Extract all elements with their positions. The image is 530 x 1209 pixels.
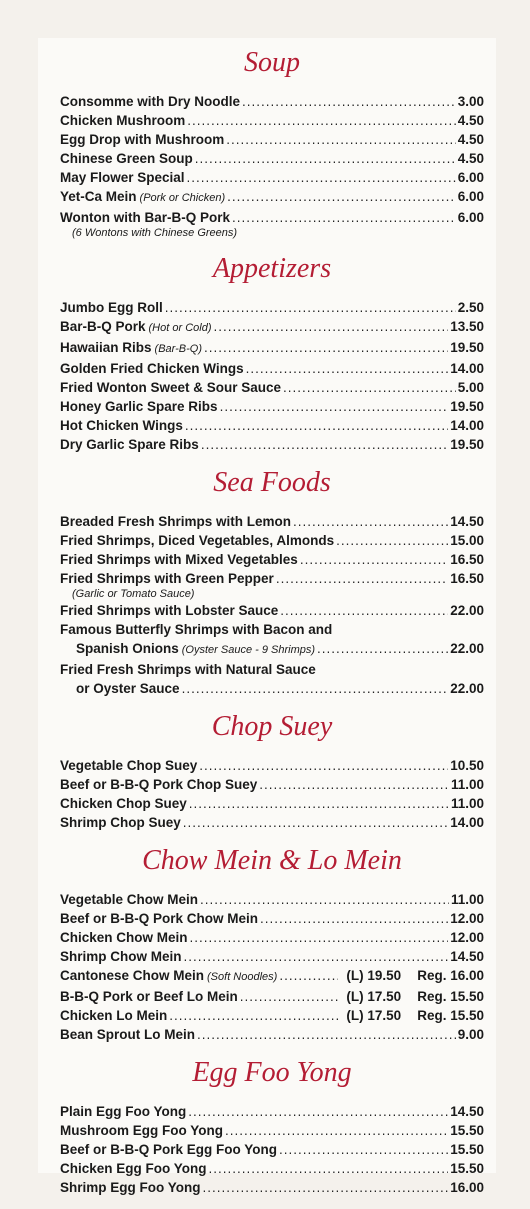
item-row: [60, 512, 484, 531]
item-row: [60, 1159, 484, 1178]
leader-dots: [213, 317, 448, 336]
leader-dots: [317, 639, 448, 658]
regular-price: Reg. 16.00: [417, 968, 484, 983]
menu-section: [60, 466, 484, 698]
item-name: Jumbo Egg Roll: [60, 300, 163, 315]
leader-dots: [225, 1121, 448, 1140]
item-row: [60, 966, 484, 987]
leader-dots: [183, 813, 448, 832]
item-row: [60, 397, 484, 416]
menu-item: [60, 660, 484, 698]
menu-item: [60, 1159, 484, 1178]
item-name: Chicken Lo Mein: [60, 1008, 168, 1023]
menu-item: [60, 435, 484, 454]
menu-section: [60, 46, 484, 240]
leader-dots: [200, 890, 449, 909]
item-row: [60, 813, 484, 832]
leader-dots: [336, 531, 448, 550]
menu-item: [60, 569, 484, 601]
item-row: [60, 317, 484, 338]
menu-item: [60, 416, 484, 435]
item-name: B-B-Q Pork or Beef Lo Mein: [60, 989, 238, 1004]
item-row: [60, 168, 484, 187]
item-name: Chicken Chow Mein: [60, 930, 188, 945]
menu-item: [60, 397, 484, 416]
item-price: 3.00: [457, 94, 484, 109]
leader-dots: [242, 92, 456, 111]
item-row: [60, 416, 484, 435]
item-name: Chicken Egg Foo Yong: [60, 1161, 207, 1176]
leader-dots: [190, 928, 449, 947]
item-name: Consomme with Dry Noodle: [60, 94, 241, 109]
item-price: 5.00: [457, 380, 484, 395]
item-note: (Hot or Cold): [148, 322, 212, 334]
menu-item: [60, 987, 484, 1006]
item-row: [60, 775, 484, 794]
menu-item: [60, 512, 484, 531]
leader-dots: [195, 149, 456, 168]
item-name-line1: Famous Butterfly Shrimps with Bacon and: [60, 622, 333, 637]
item-price: 12.00: [450, 911, 484, 926]
item-row: [60, 679, 484, 698]
item-name: Vegetable Chop Suey: [60, 758, 198, 773]
leader-dots: [209, 1159, 449, 1178]
item-row: [60, 111, 484, 130]
item-row: [60, 1006, 484, 1025]
leader-dots: [187, 111, 455, 130]
leader-dots: [203, 1178, 449, 1197]
leader-dots: [300, 550, 448, 569]
menu-item: [60, 149, 484, 168]
item-name: Dry Garlic Spare Ribs: [60, 437, 199, 452]
item-price: 14.00: [450, 361, 484, 376]
item-name: Fried Shrimps with Lobster Sauce: [60, 603, 279, 618]
section-title: Sea Foods: [213, 467, 331, 498]
regular-price: Reg. 15.50: [417, 1008, 484, 1023]
large-price: (L) 17.50: [346, 989, 402, 1004]
item-name: Shrimp Chow Mein: [60, 949, 182, 964]
menu-item: [60, 550, 484, 569]
item-note: (Oyster Sauce - 9 Shrimps): [181, 644, 316, 656]
size-prices: [340, 987, 484, 1006]
menu: [60, 46, 484, 1209]
item-row: [60, 149, 484, 168]
item-row: [60, 756, 484, 775]
leader-dots: [283, 378, 456, 397]
leader-dots: [259, 775, 449, 794]
item-row: [60, 909, 484, 928]
item-note: (Soft Noodles): [207, 971, 278, 983]
item-name: Shrimp Egg Foo Yong: [60, 1180, 201, 1195]
menu-item: [60, 947, 484, 966]
item-price: 22.00: [450, 641, 484, 656]
item-name: Mushroom Egg Foo Yong: [60, 1123, 223, 1138]
menu-item: [60, 1140, 484, 1159]
menu-item: [60, 1121, 484, 1140]
item-price: 19.50: [450, 437, 484, 452]
item-name: Yet-Ca Mein: [60, 189, 137, 204]
item-name: Golden Fried Chicken Wings: [60, 361, 244, 376]
item-name: or Oyster Sauce: [76, 681, 180, 696]
item-price: 14.50: [450, 1104, 484, 1119]
item-note: (Pork or Chicken): [139, 192, 226, 204]
size-prices: [340, 1006, 484, 1025]
large-price: (L) 19.50: [346, 968, 402, 983]
item-price: 6.00: [457, 210, 484, 225]
item-price: 4.50: [457, 132, 484, 147]
menu-item: [60, 813, 484, 832]
item-price: 6.00: [457, 189, 484, 204]
item-price: 19.50: [450, 399, 484, 414]
menu-item: [60, 130, 484, 149]
leader-dots: [169, 1006, 338, 1025]
menu-item: [60, 208, 484, 240]
item-row: [60, 359, 484, 378]
menu-item: [60, 756, 484, 775]
item-price: 13.50: [450, 319, 484, 334]
menu-item: [60, 168, 484, 187]
item-row: [60, 928, 484, 947]
item-row: [60, 639, 484, 660]
item-name-line1: Fried Fresh Shrimps with Natural Sauce: [60, 662, 316, 677]
leader-dots: [232, 208, 456, 227]
large-price: (L) 17.50: [346, 1008, 402, 1023]
item-price: 4.50: [457, 151, 484, 166]
item-price: 16.50: [450, 571, 484, 586]
leader-dots: [276, 569, 448, 588]
item-price: 15.50: [450, 1161, 484, 1176]
item-price: 22.00: [450, 681, 484, 696]
leader-dots: [197, 1025, 456, 1044]
item-row: [60, 550, 484, 569]
item-name: Bar-B-Q Pork: [60, 319, 146, 334]
menu-item: [60, 1006, 484, 1025]
item-price: 10.50: [450, 758, 484, 773]
leader-dots: [260, 909, 448, 928]
section-title: Soup: [244, 47, 300, 78]
leader-dots: [201, 435, 448, 454]
item-name: Spanish Onions: [76, 641, 179, 656]
leader-dots: [188, 1102, 448, 1121]
leader-dots: [182, 679, 449, 698]
item-price: 14.50: [450, 949, 484, 964]
item-price: 6.00: [457, 170, 484, 185]
menu-item: [60, 775, 484, 794]
item-row: [60, 947, 484, 966]
leader-dots: [185, 416, 448, 435]
item-name: Fried Wonton Sweet & Sour Sauce: [60, 380, 282, 395]
item-row: [60, 435, 484, 454]
menu-item: [60, 111, 484, 130]
item-name: Chicken Mushroom: [60, 113, 186, 128]
menu-item: [60, 378, 484, 397]
item-price: 16.50: [450, 552, 484, 567]
item-name: Beef or B-B-Q Pork Chop Suey: [60, 777, 258, 792]
item-name: Cantonese Chow Mein: [60, 968, 205, 983]
menu-item: [60, 890, 484, 909]
item-price: 12.00: [450, 930, 484, 945]
item-row: [60, 794, 484, 813]
menu-item: [60, 909, 484, 928]
item-name: Wonton with Bar-B-Q Pork: [60, 210, 230, 225]
menu-section: [60, 252, 484, 454]
item-price: 14.00: [450, 815, 484, 830]
menu-item: [60, 1178, 484, 1197]
leader-dots: [240, 987, 339, 1006]
leader-dots: [226, 130, 455, 149]
leader-dots: [227, 187, 456, 206]
leader-dots: [187, 168, 456, 187]
menu-section: [60, 1056, 484, 1197]
menu-item: [60, 92, 484, 111]
item-name: Vegetable Chow Mein: [60, 892, 199, 907]
size-prices: [340, 966, 484, 985]
item-name: Fried Shrimps, Diced Vegetables, Almonds: [60, 533, 335, 548]
leader-dots: [165, 298, 456, 317]
menu-item: [60, 317, 484, 338]
item-name: May Flower Special: [60, 170, 185, 185]
menu-item: [60, 338, 484, 359]
item-row: [60, 1102, 484, 1121]
leader-dots: [279, 966, 338, 985]
menu-item: [60, 1102, 484, 1121]
item-name: Hot Chicken Wings: [60, 418, 183, 433]
item-row: [60, 1025, 484, 1044]
menu-item: [60, 298, 484, 317]
item-price: 15.50: [450, 1142, 484, 1157]
menu-item: [60, 620, 484, 660]
item-price: 4.50: [457, 113, 484, 128]
item-row: [60, 208, 484, 227]
item-price: 14.50: [450, 514, 484, 529]
item-name: Hawaiian Ribs: [60, 340, 152, 355]
item-name: Beef or B-B-Q Pork Egg Foo Yong: [60, 1142, 278, 1157]
item-price: 11.00: [450, 777, 484, 792]
item-row: [60, 1178, 484, 1197]
leader-dots: [246, 359, 449, 378]
item-row: [60, 378, 484, 397]
item-row: [60, 987, 484, 1006]
section-title: Appetizers: [212, 253, 332, 284]
item-price: 14.00: [450, 418, 484, 433]
section-title: Egg Foo Yong: [192, 1057, 352, 1088]
menu-item: [60, 187, 484, 208]
item-subnote: (6 Wontons with Chinese Greens): [72, 227, 238, 239]
item-name: Breaded Fresh Shrimps with Lemon: [60, 514, 292, 529]
item-price: 2.50: [457, 300, 484, 315]
item-name: Egg Drop with Mushroom: [60, 132, 225, 147]
menu-item: [60, 359, 484, 378]
leader-dots: [204, 338, 448, 357]
item-price: 15.50: [450, 1123, 484, 1138]
menu-item: [60, 966, 484, 987]
item-name: Fried Shrimps with Green Pepper: [60, 571, 274, 586]
item-price: 11.00: [450, 892, 484, 907]
item-name: Bean Sprout Lo Mein: [60, 1027, 195, 1042]
item-price: 22.00: [450, 603, 484, 618]
item-row: [60, 92, 484, 111]
menu-section: [60, 844, 484, 1044]
regular-price: Reg. 15.50: [417, 989, 484, 1004]
item-name: Beef or B-B-Q Pork Chow Mein: [60, 911, 259, 926]
item-row: [60, 601, 484, 620]
leader-dots: [199, 756, 448, 775]
item-name: Chinese Green Soup: [60, 151, 193, 166]
menu-item: [60, 794, 484, 813]
item-row: [60, 1140, 484, 1159]
item-price: 9.00: [457, 1027, 484, 1042]
leader-dots: [184, 947, 449, 966]
item-row: [60, 531, 484, 550]
item-note: (Bar-B-Q): [154, 343, 202, 355]
leader-dots: [189, 794, 449, 813]
item-row: [60, 569, 484, 588]
item-name: Chicken Chop Suey: [60, 796, 187, 811]
item-row: [60, 1121, 484, 1140]
menu-section: [60, 710, 484, 832]
section-title: Chop Suey: [211, 711, 333, 742]
item-name: Shrimp Chop Suey: [60, 815, 181, 830]
item-name: Plain Egg Foo Yong: [60, 1104, 187, 1119]
item-price: 19.50: [450, 340, 484, 355]
leader-dots: [279, 1140, 448, 1159]
item-subnote: (Garlic or Tomato Sauce): [72, 588, 195, 600]
leader-dots: [280, 601, 448, 620]
menu-item: [60, 531, 484, 550]
item-row: [60, 298, 484, 317]
item-price: 15.00: [450, 533, 484, 548]
item-name: Honey Garlic Spare Ribs: [60, 399, 218, 414]
menu-item: [60, 601, 484, 620]
item-row: [60, 890, 484, 909]
item-row: [60, 338, 484, 359]
item-row: [60, 130, 484, 149]
menu-item: [60, 928, 484, 947]
leader-dots: [220, 397, 449, 416]
item-name: Fried Shrimps with Mixed Vegetables: [60, 552, 298, 567]
menu-item: [60, 1025, 484, 1044]
leader-dots: [293, 512, 448, 531]
item-price: 11.00: [450, 796, 484, 811]
section-title: Chow Mein & Lo Mein: [142, 845, 402, 876]
item-row: [60, 187, 484, 208]
item-price: 16.00: [450, 1180, 484, 1195]
